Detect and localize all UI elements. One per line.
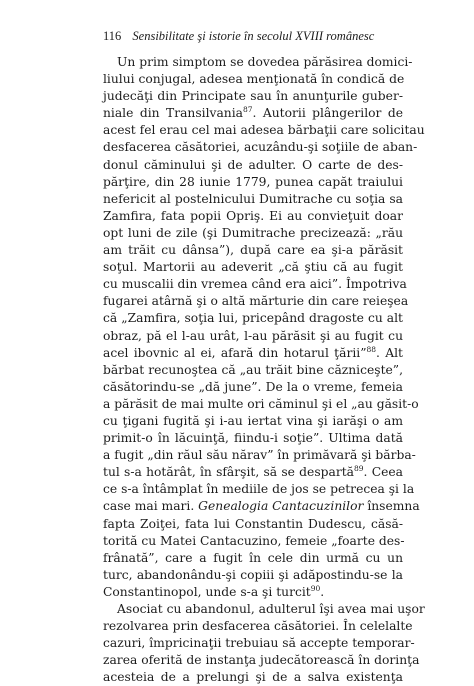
paragraph: [103, 601, 425, 686]
text-segment: căsătorindu-se „dă june”. De la o vreme, femeia: [103, 379, 403, 394]
text-segment: desfacerea căsătoriei, acuzându-şi soţiile de aban-: [103, 140, 418, 155]
text-segment: primit-o în lăcuinţă, fiindu-i soţie”. Ultima dată: [103, 431, 403, 446]
text-segment: opt luni de zile (şi Dumitrache precizează: „rău: [103, 225, 403, 240]
text-line: [103, 293, 409, 310]
text-line: [103, 225, 403, 242]
text-line: [103, 310, 403, 327]
text-line: [103, 328, 403, 345]
text-line: [103, 447, 416, 464]
text-line: [103, 362, 403, 379]
text-line: [103, 618, 413, 635]
text-segment: fugarei atârnă şi o altă mărturie din care reieşea: [103, 294, 409, 309]
text-segment: nefericit al postelnicului Dumitrache cu soţia sa: [103, 191, 403, 206]
text-line: [103, 174, 403, 191]
italic-title: Genealogia Cantacuzinilor: [198, 499, 364, 514]
body-text: [103, 54, 425, 686]
text-line: [103, 54, 413, 71]
text-segment: torită cu Matei Cantacuzino, femeie „foarte des-: [103, 533, 405, 548]
text-line: [103, 533, 403, 550]
text-line: [103, 208, 403, 225]
text-segment: soţul. Martorii au adeverit „că ştiu că au fugit: [103, 260, 403, 275]
text-line: [103, 652, 420, 669]
text-segment: . Ceea: [363, 465, 403, 480]
text-line: [103, 379, 403, 396]
text-segment: cu ţigani fugită şi i-au iertat vina şi iarăşi o am: [103, 413, 403, 428]
text-line: [103, 259, 403, 276]
text-line: [103, 345, 403, 362]
text-segment: cazuri, împricinaţii trebuiau să accepte temporar-: [103, 636, 415, 651]
text-line: [103, 669, 403, 686]
text-segment: Asociat cu abandonul, adulterul îşi avea mai uşor: [117, 602, 425, 616]
page-number: 116: [103, 29, 122, 43]
text-line: [103, 516, 403, 533]
footnote-reference: 87: [242, 105, 253, 115]
text-segment: .: [320, 584, 325, 599]
text-line: [103, 105, 403, 122]
text-segment: obraz, pă el l-au urât, l-au părăsit şi au fugit cu: [103, 328, 403, 343]
text-segment: că „Zamfira, soţia lui, pricepând dragoste cu alt: [103, 311, 403, 326]
text-segment: Zamfira, fata popii Opriş. Ei au convieţuit doar: [103, 208, 403, 223]
text-line: [103, 191, 403, 208]
text-line: [103, 276, 407, 293]
text-line: [103, 139, 418, 156]
text-line: [103, 71, 403, 88]
text-segment: a fugit „din răul său nărav” în primăvară şi bărba-: [103, 448, 416, 463]
text-segment: . Alt: [376, 345, 403, 360]
text-line: [103, 481, 415, 498]
text-line: [103, 88, 403, 105]
text-segment: Un prim simptom se dovedea părăsirea domici-: [117, 55, 413, 69]
text-line: [103, 584, 403, 601]
text-segment: părţire, din 28 iunie 1779, punea capăt traiului: [103, 174, 403, 189]
paragraph: [103, 54, 425, 601]
text-segment: a părăsit de mai multe ori căminul şi el „au găsit-o: [103, 396, 419, 411]
text-segment: tul s-a hotărât, în sfârşit, să se despartă: [103, 465, 354, 480]
text-segment: acesteia de a prelungi şi de a salva existenţa: [103, 670, 403, 685]
footnote-reference: 90: [310, 583, 321, 593]
text-line: [103, 601, 425, 618]
text-line: [103, 498, 420, 515]
running-title: Sensibilitate şi istorie în secolul XVIII românesc: [132, 29, 375, 43]
text-segment: zarea oferită de instanţa judecătorească în dorinţa: [103, 653, 420, 668]
text-line: [103, 413, 403, 430]
text-segment: cu muscalii din vremea când era aici”. Împotriva: [103, 277, 407, 292]
text-segment: niale din Transilvania: [103, 106, 243, 121]
text-line: [103, 635, 415, 652]
text-segment: frânată”, care a fugit în cele din urmă cu un: [103, 550, 403, 565]
text-segment: turc, abandonându-şi copiii şi adăpostindu-se la: [103, 567, 403, 582]
text-segment: fapta Zoiţei, fata lui Constantin Dudescu, căsă-: [103, 516, 403, 531]
text-segment: donul căminului şi de adulter. O carte de des-: [103, 157, 403, 172]
text-segment: liului conjugal, adesea menţionată în condică de: [103, 72, 405, 87]
text-segment: ce s-a întâmplat în mediile de jos se petrecea şi la: [103, 482, 415, 497]
text-segment: bărbat recunoştea că „au trăit bine căzniceşte”,: [103, 362, 403, 377]
text-line: [103, 122, 425, 139]
text-line: [103, 550, 403, 567]
text-line: [103, 396, 419, 413]
text-line: [103, 430, 403, 447]
text-line: [103, 567, 403, 584]
text-segment: . Autorii plângerilor de: [252, 106, 404, 121]
text-segment: case mai mari.: [103, 499, 199, 514]
text-segment: acel ibovnic al ei, afară din hotarul ţării”: [103, 345, 367, 360]
page-header: [103, 29, 403, 45]
footnote-reference: 88: [366, 344, 377, 354]
text-segment: însemna: [363, 499, 420, 514]
text-line: [103, 157, 403, 174]
text-segment: Constantinopol, unde s-a şi turcit: [103, 584, 311, 599]
text-line: [103, 242, 403, 259]
text-segment: judecăţi din Principate sau în anunţurile guber-: [103, 89, 403, 104]
footnote-reference: 89: [354, 464, 364, 474]
text-line: [103, 464, 403, 481]
text-segment: rezolvarea prin desfacerea căsătoriei. În celelalte: [103, 619, 413, 634]
text-segment: am trăit cu dânsa”), după care ea şi-a părăsit: [103, 243, 403, 258]
text-segment: acest fel erau cel mai adesea bărbaţii care solicitau: [103, 123, 425, 138]
